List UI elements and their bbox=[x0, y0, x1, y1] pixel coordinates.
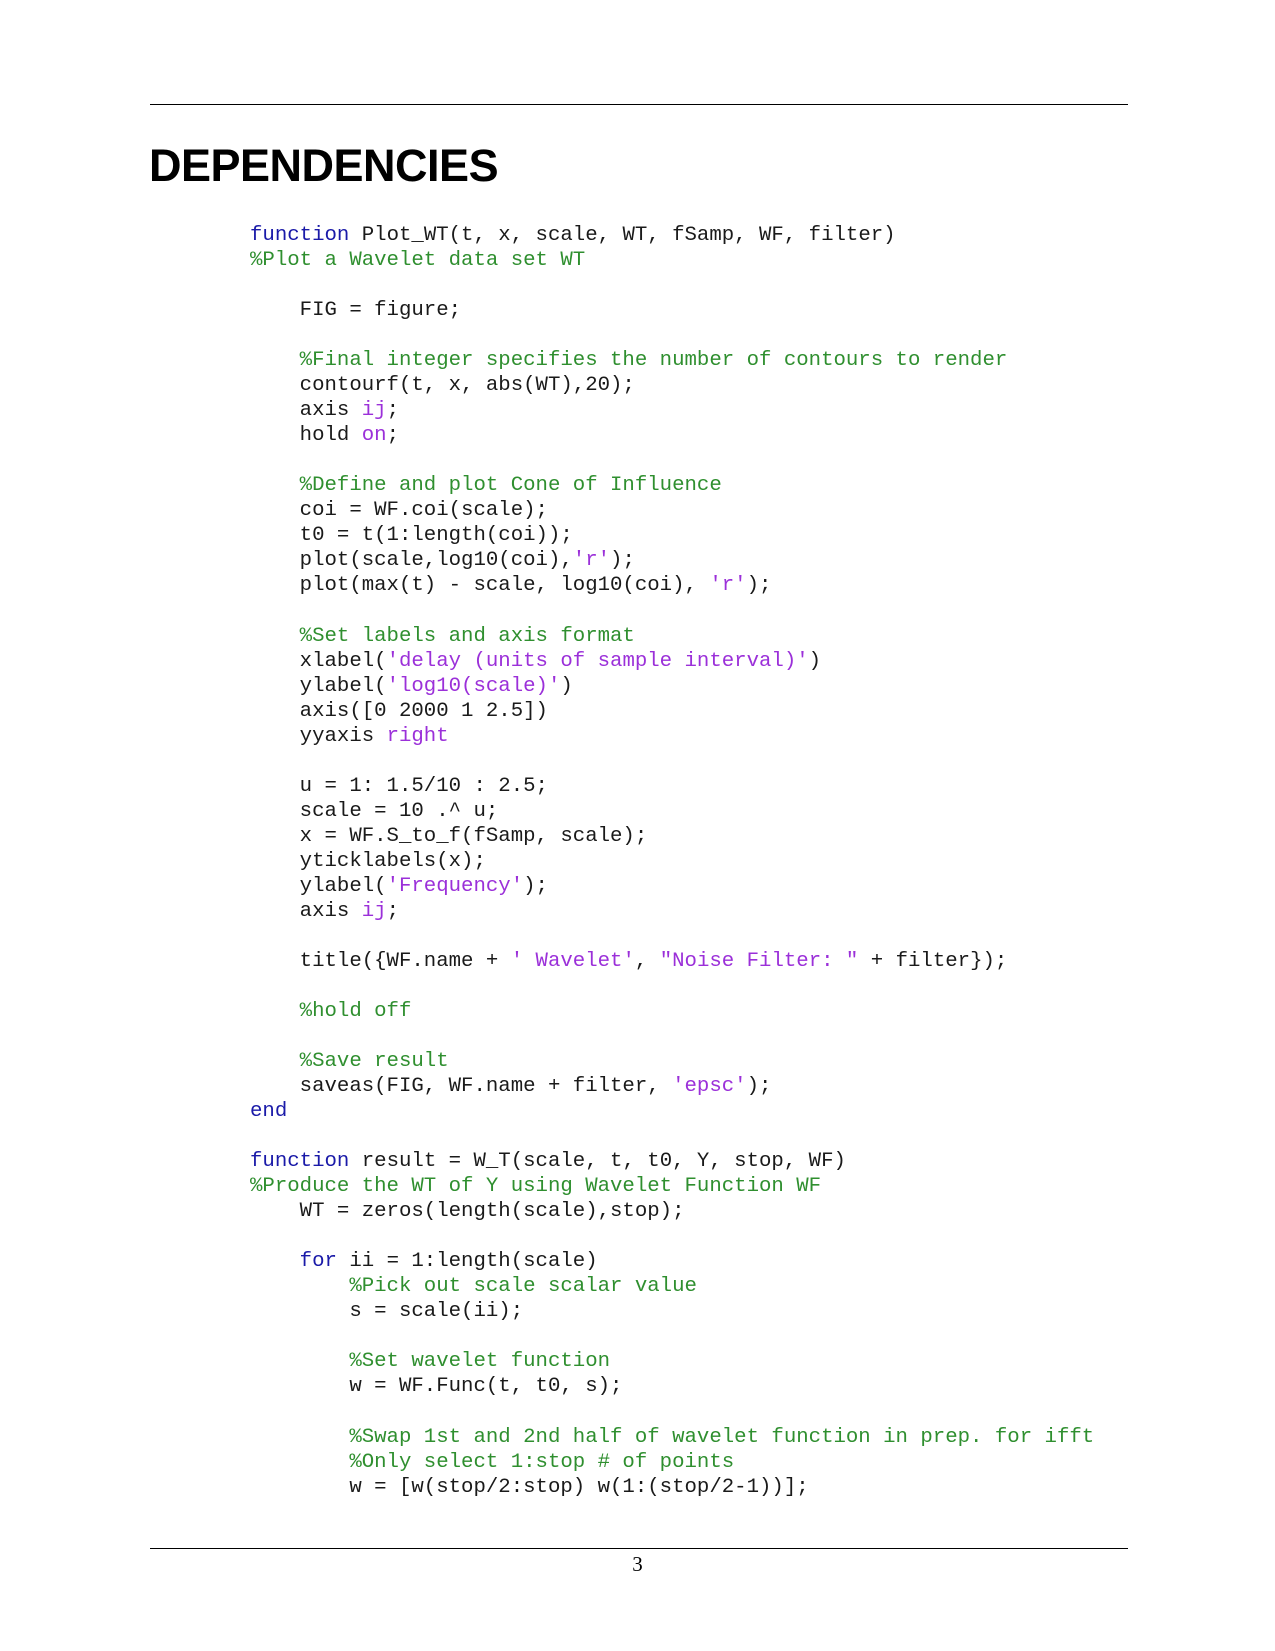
code-line bbox=[250, 974, 1094, 999]
code-text: axis bbox=[250, 399, 362, 423]
code-line bbox=[250, 1475, 1094, 1500]
code-text: ) bbox=[808, 649, 822, 673]
code-line bbox=[250, 899, 1094, 924]
code-line bbox=[250, 1249, 1094, 1274]
code-comment: %Only select 1:stop # of points bbox=[250, 1450, 735, 1474]
code-text: WT = zeros(length(scale),stop); bbox=[250, 1200, 685, 1224]
code-line bbox=[250, 448, 1094, 473]
code-line bbox=[250, 1199, 1094, 1224]
code-text: ); bbox=[523, 874, 548, 898]
code-line bbox=[250, 423, 1094, 448]
code-line bbox=[250, 799, 1094, 824]
code-comment: %Swap 1st and 2nd half of wavelet function in prep. for ifft bbox=[250, 1425, 1095, 1449]
code-keyword: end bbox=[250, 1100, 288, 1124]
code-line bbox=[250, 674, 1094, 699]
code-text: coi = WF.coi(scale); bbox=[250, 499, 548, 523]
page-number: 3 bbox=[632, 1552, 643, 1576]
code-line bbox=[250, 373, 1094, 398]
code-line bbox=[250, 1224, 1094, 1249]
code-line bbox=[250, 1074, 1094, 1099]
code-string: 'log10(scale)' bbox=[386, 674, 561, 698]
code-line bbox=[250, 1374, 1094, 1399]
code-text: result = W_T(scale, t, t0, Y, stop, WF) bbox=[349, 1150, 846, 1174]
code-line bbox=[250, 1349, 1094, 1374]
header-rule bbox=[150, 104, 1128, 105]
code-line bbox=[250, 699, 1094, 724]
code-line bbox=[250, 999, 1094, 1024]
code-text: ); bbox=[610, 549, 635, 573]
code-text: w = [w(stop/2:stop) w(1:(stop/2-1))]; bbox=[250, 1475, 809, 1499]
code-text: saveas(FIG, WF.name + filter, bbox=[250, 1075, 673, 1099]
code-text: Plot_WT(t, x, scale, WT, fSamp, WF, filter) bbox=[349, 224, 896, 247]
code-line bbox=[250, 1399, 1094, 1424]
code-comment: %Produce the WT of Y using Wavelet Function WF bbox=[250, 1175, 822, 1199]
code-text: ii = 1:length(scale) bbox=[336, 1250, 598, 1274]
code-text: , bbox=[634, 949, 660, 973]
code-text: w = WF.Func(t, t0, s); bbox=[250, 1375, 623, 1399]
code-line bbox=[250, 498, 1094, 523]
code-keyword: function bbox=[250, 1150, 350, 1174]
code-text: plot(scale,log10(coi), bbox=[250, 549, 573, 573]
code-text: ); bbox=[746, 574, 772, 598]
code-line bbox=[250, 1174, 1094, 1199]
code-line bbox=[250, 523, 1094, 548]
code-line bbox=[250, 1450, 1094, 1475]
code-comment: %Plot a Wavelet data set WT bbox=[250, 249, 586, 273]
code-line bbox=[250, 1324, 1094, 1349]
code-line bbox=[250, 949, 1094, 974]
code-line bbox=[250, 323, 1094, 348]
code-text: ; bbox=[386, 424, 399, 448]
code-text: yticklabels(x); bbox=[250, 849, 486, 873]
code-comment: %Set wavelet function bbox=[250, 1350, 611, 1374]
code-comment: %Set labels and axis format bbox=[250, 624, 635, 648]
code-text: t0 = t(1:length(coi)); bbox=[250, 524, 573, 548]
code-line bbox=[250, 248, 1094, 273]
code-string: 'r' bbox=[572, 549, 611, 573]
code-keyword: for bbox=[250, 1250, 337, 1274]
code-line bbox=[250, 1024, 1094, 1049]
code-text: FIG = figure; bbox=[250, 299, 462, 323]
code-text: plot(max(t) - scale, log10(coi), bbox=[250, 574, 710, 598]
code-text: ; bbox=[386, 399, 399, 423]
code-line bbox=[250, 223, 1094, 248]
code-keyword: function bbox=[250, 224, 350, 247]
code-text: hold bbox=[250, 424, 362, 448]
code-line bbox=[250, 473, 1094, 498]
code-line bbox=[250, 398, 1094, 423]
code-text: ylabel( bbox=[250, 674, 387, 698]
code-string: 'delay (units of sample interval)' bbox=[386, 649, 809, 673]
code-text: yyaxis bbox=[250, 724, 387, 748]
code-line bbox=[250, 573, 1094, 598]
code-text: axis bbox=[250, 899, 362, 923]
code-line bbox=[250, 1274, 1094, 1299]
code-string: "Noise Filter: " bbox=[659, 949, 859, 973]
code-line bbox=[250, 1099, 1094, 1124]
section-heading: DEPENDENCIES bbox=[149, 140, 499, 191]
code-line bbox=[250, 1299, 1094, 1324]
code-line bbox=[250, 724, 1094, 749]
code-line bbox=[250, 1049, 1094, 1074]
code-text: s = scale(ii); bbox=[250, 1300, 524, 1324]
code-text: scale = 10 .^ u; bbox=[250, 799, 499, 823]
code-line bbox=[250, 924, 1094, 949]
footer-rule bbox=[150, 1548, 1128, 1549]
code-text: + filter}); bbox=[858, 949, 1008, 973]
code-comment: %Define and plot Cone of Influence bbox=[250, 474, 722, 498]
code-line bbox=[250, 548, 1094, 573]
code-text: u = 1: 1.5/10 : 2.5; bbox=[250, 774, 548, 798]
code-line bbox=[250, 1149, 1094, 1174]
code-line bbox=[250, 1425, 1094, 1450]
code-line bbox=[250, 348, 1094, 373]
code-line bbox=[250, 749, 1094, 774]
code-text: x = WF.S_to_f(fSamp, scale); bbox=[250, 824, 648, 848]
code-string: 'epsc' bbox=[672, 1075, 747, 1099]
code-line bbox=[250, 1124, 1094, 1149]
code-line bbox=[250, 649, 1094, 674]
code-text: ylabel( bbox=[250, 874, 387, 898]
code-text: ; bbox=[386, 899, 399, 923]
code-text: contourf(t, x, abs(WT),20); bbox=[250, 374, 635, 398]
code-line bbox=[250, 598, 1094, 623]
code-string: 'r' bbox=[709, 574, 747, 598]
code-line bbox=[250, 774, 1094, 799]
code-string: ij bbox=[361, 399, 387, 423]
code-line bbox=[250, 824, 1094, 849]
code-text: title({WF.name + bbox=[250, 949, 511, 973]
code-comment: %Save result bbox=[250, 1050, 449, 1074]
code-text: xlabel( bbox=[250, 649, 387, 673]
code-line bbox=[250, 874, 1094, 899]
code-string: ij bbox=[361, 899, 387, 923]
code-string: on bbox=[361, 424, 387, 448]
code-text: axis([0 2000 1 2.5]) bbox=[250, 699, 548, 723]
code-line bbox=[250, 273, 1094, 298]
code-text: ); bbox=[746, 1075, 772, 1099]
code-text: ) bbox=[560, 674, 573, 698]
code-line bbox=[250, 849, 1094, 874]
code-string: right bbox=[386, 724, 449, 748]
code-listing bbox=[250, 223, 1094, 1500]
code-comment: %Pick out scale scalar value bbox=[250, 1275, 697, 1299]
code-string: ' Wavelet' bbox=[510, 949, 635, 973]
code-comment: %Final integer specifies the number of contours to render bbox=[250, 349, 1008, 373]
code-line bbox=[250, 298, 1094, 323]
code-comment: %hold off bbox=[250, 999, 412, 1023]
code-string: 'Frequency' bbox=[386, 874, 524, 898]
code-line bbox=[250, 624, 1094, 649]
